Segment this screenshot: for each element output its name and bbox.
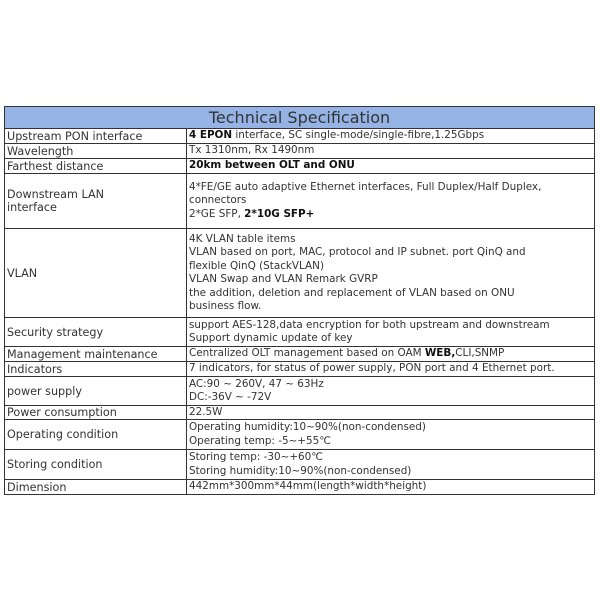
spec-row [5,480,594,494]
spec-value-line [189,129,594,143]
spec-label: VLAN [5,229,187,317]
spec-row [5,144,594,159]
spec-value-line [189,362,594,376]
spec-label: Indicators [5,362,187,376]
spec-value [187,480,594,494]
text: Storing temp: -30~+60℃ [189,451,323,463]
spec-row [5,450,594,480]
spec-value [187,129,594,143]
spec-label: power supply [5,377,187,405]
spec-label: Management maintenance [5,347,187,361]
text: Centralized OLT management based on OAM [189,347,425,360]
text: CLI,SNMP [455,347,505,360]
spec-label: Storing condition [5,450,187,479]
spec-value-line [189,194,594,208]
text: connectors [189,194,247,207]
spec-value-line [189,319,594,333]
spec-row [5,347,594,362]
spec-value-line [189,391,594,405]
text: 4K VLAN table items [189,232,296,245]
spec-value-line [189,332,594,346]
spec-label: Security strategy [5,318,187,346]
text: AC:90 ~ 260V, 47 ~ 63Hz [189,377,324,390]
spec-value-line [189,159,594,173]
spec-value [187,377,594,405]
spec-value-line [189,406,594,420]
text: 7 indicators, for status of power supply, PON port and 4 Ethernet port. [189,362,555,375]
bold-text: WEB, [424,347,456,360]
spec-value [187,420,594,449]
spec-row [5,377,594,406]
spec-label: Upstream PON interface [5,129,187,143]
spec-label: Wavelength [5,144,187,158]
spec-value-line [189,287,594,301]
spec-value-line [189,300,594,314]
text: VLAN based on port, MAC, protocol and IP subnet. port QinQ and [189,246,526,258]
spec-value [187,159,594,173]
spec-value [187,450,594,479]
text: DC:-36V ~ -72V [189,391,272,403]
spec-label: Farthest distance [5,159,187,173]
bold-text: 4 EPON [189,129,233,142]
spec-table [4,106,595,495]
spec-row [5,229,594,318]
spec-value-line [189,233,594,247]
spec-row [5,362,594,377]
spec-value [187,362,594,376]
spec-row [5,174,594,229]
spec-value [187,406,594,419]
spec-value [187,229,594,317]
bold-text: 2*10G SFP+ [244,207,315,220]
spec-label: Dimension [5,480,187,494]
spec-value-line [189,260,594,274]
spec-row [5,406,594,420]
spec-value-line [189,144,594,158]
spec-value [187,347,594,361]
spec-value-line [189,378,594,392]
text: VLAN Swap and VLAN Remark GVRP [189,273,378,285]
spec-value-line [189,347,594,361]
text: support AES-128,data encryption for both upstream and downstream [189,318,550,331]
spec-value [187,174,594,228]
spec-value-line [189,421,594,435]
spec-value-line [189,273,594,287]
text: Support dynamic update of key [189,332,353,344]
text: Tx 1310nm, Rx 1490nm [189,144,315,157]
text: Operating humidity:10~90%(non-condensed) [189,421,426,433]
text: 2*GE SFP, [189,207,245,220]
spec-value-line [189,480,594,494]
spec-value-line [189,451,594,465]
spec-value-line [189,435,594,449]
spec-row [5,318,594,347]
spec-rows [5,129,594,494]
bold-text: 20km between OLT and ONU [189,159,355,172]
spec-value-line [189,181,594,195]
text: Operating temp: -5~+55℃ [189,434,331,447]
spec-value [187,318,594,346]
text: business flow. [189,300,262,312]
text: 4*FE/GE auto adaptive Ethernet interfaces, Full Duplex/Half Duplex, [189,180,542,193]
spec-value-line [189,246,594,260]
spec-row [5,159,594,174]
text: the addition, deletion and replacement of VLAN based on ONU [189,286,515,299]
text: 442mm*300mm*44mm(length*width*height) [189,480,427,493]
text: interface, SC single-mode/single-fibre,1.25Gbps [232,129,485,142]
spec-label: Downstream LAN interface [5,174,187,228]
spec-label: Operating condition [5,420,187,449]
text: Storing humidity:10~90%(non-condensed) [189,464,412,477]
spec-value-line [189,208,594,222]
spec-value-line [189,465,594,479]
text: flexible QinQ (StackVLAN) [189,259,324,272]
spec-value [187,144,594,158]
spec-table-title: Technical Specification [5,107,594,129]
spec-row [5,420,594,450]
spec-row [5,129,594,144]
spec-label: Power consumption [5,406,187,419]
text: 22.5W [189,405,223,418]
